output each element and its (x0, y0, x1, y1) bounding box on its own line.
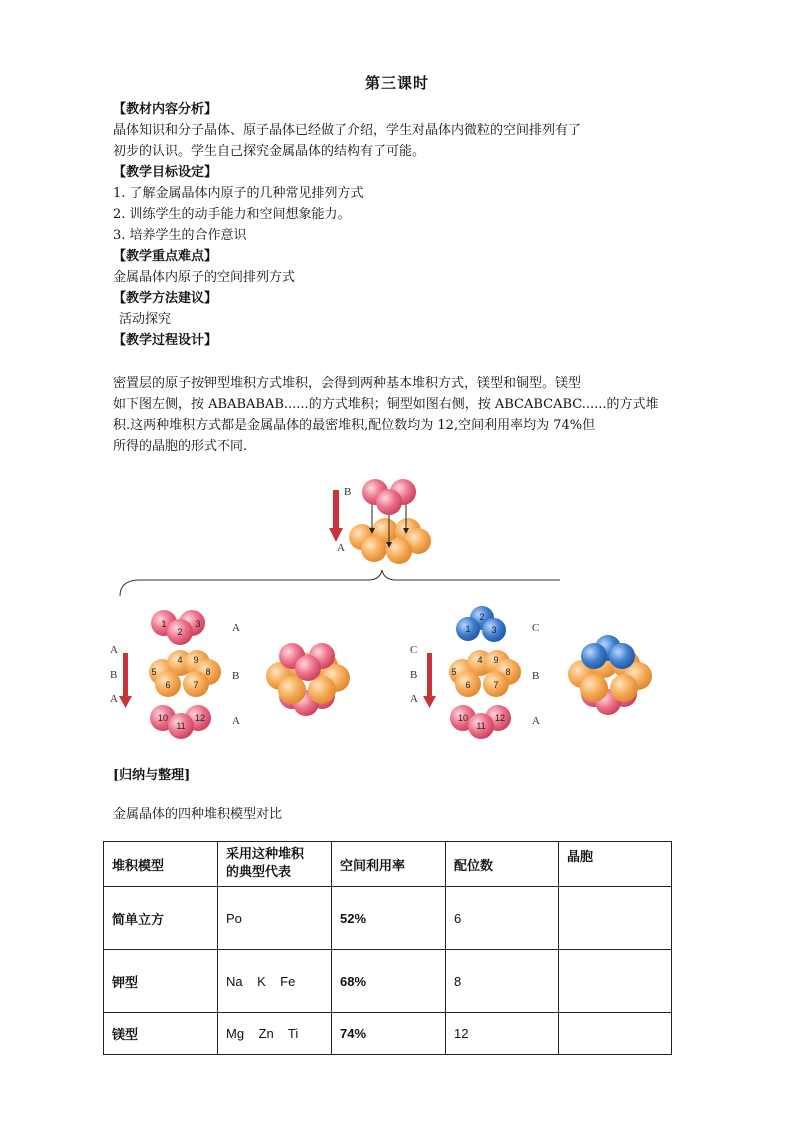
atom-number: 4 (177, 655, 183, 665)
table-row (104, 1013, 672, 1055)
right-stack-label-1: C (410, 644, 418, 656)
table-header-cell: 配位数 (446, 842, 559, 887)
table-cell-example: Na K Fe (218, 950, 332, 1013)
header-line: 采用这种堆积 (226, 847, 305, 862)
atom-number: 11 (476, 721, 486, 731)
right-layer-label-mid: B (532, 670, 540, 682)
table-row (104, 887, 672, 950)
atom-number: 12 (194, 713, 206, 723)
goal-3: 3. 培养学生的合作意识 (113, 228, 247, 243)
left-layer-label-top: A (232, 622, 240, 634)
page-title: 第三课时 (364, 74, 429, 92)
goal-1: 1. 了解金属晶体内原子的几种常见排列方式 (113, 186, 364, 201)
left-layer-label-bottom: A (232, 715, 240, 727)
summary-text: 金属晶体的四种堆积模型对比 (113, 807, 283, 822)
table-header-cell: 堆积模型 (104, 842, 218, 887)
right-stack-label-3: A (410, 693, 418, 705)
atom-number: 10 (157, 713, 169, 723)
method-text: 活动探究 (119, 312, 172, 327)
left-stack-label-3: A (110, 693, 118, 705)
section-heading-content-analysis: 【教材内容分析】 (113, 102, 218, 117)
top-pink-layer (362, 479, 416, 515)
right-layer-label-bottom: A (532, 715, 540, 727)
table-header-cell (218, 842, 332, 887)
hcp-assembled-cell (266, 643, 350, 716)
top-orange-layer (349, 518, 431, 564)
table-cell-example: Mg Zn Ti (218, 1013, 332, 1055)
section-heading-process: 【教学过程设计】 (113, 333, 218, 348)
comparison-table (103, 841, 672, 1055)
grouping-brace (120, 570, 560, 596)
section-heading-key-points: 【教学重点难点】 (113, 249, 218, 264)
table-header-cell: 晶胞 (559, 842, 672, 887)
goal-2: 2. 训练学生的动手能力和空间想象能力。 (113, 207, 351, 222)
table-cell-example: Po (218, 887, 332, 950)
table-cell-cell (559, 1013, 672, 1055)
left-stack-label-2: B (110, 669, 118, 681)
right-layer-label-top: C (532, 622, 540, 634)
atom-number: 1 (161, 619, 167, 629)
paragraph-line-3: 积.这两种堆积方式都是金属晶体的最密堆积,配位数均为 12,空间利用率均为 74%但 (113, 418, 596, 433)
table-cell-coordination: 6 (446, 887, 559, 950)
header-line: 的典型代表 (226, 865, 292, 880)
table-header-row (104, 842, 672, 887)
atom-number: 12 (494, 713, 506, 723)
section-heading-goals: 【教学目标设定】 (113, 165, 218, 180)
summary-heading: [归纳与整理] (113, 768, 191, 783)
top-label-b: B (344, 486, 352, 498)
atom-number: 9 (193, 655, 199, 665)
atom-number: 11 (176, 721, 186, 731)
table-header-cell: 空间利用率 (332, 842, 446, 887)
table-cell-cell (559, 887, 672, 950)
atom-number: 6 (165, 680, 171, 690)
paragraph-line-4: 所得的晶胞的形式不同. (113, 439, 248, 454)
table-row (104, 950, 672, 1013)
content-analysis-line-2: 初步的认识。学生自己探究金属晶体的结构有了可能。 (113, 144, 426, 159)
atom-number: 3 (491, 625, 497, 635)
table-cell-utilization: 68% (332, 950, 446, 1013)
paragraph-line-1: 密置层的原子按钾型堆积方式堆积，会得到两种基本堆积方式，镁型和铜型。镁型 (113, 376, 582, 391)
atom-number: 5 (451, 667, 457, 677)
atom-number: 7 (493, 680, 499, 690)
stacking-figure (100, 478, 560, 748)
top-down-arrow (329, 490, 343, 542)
atom-number: 5 (151, 667, 157, 677)
section-heading-method: 【教学方法建议】 (113, 291, 218, 306)
atom-number: 3 (195, 619, 201, 629)
table-cell-model: 钾型 (104, 950, 218, 1013)
table-cell-model: 简单立方 (104, 887, 218, 950)
table-cell-cell (559, 950, 672, 1013)
table-cell-utilization: 52% (332, 887, 446, 950)
table-cell-model: 镁型 (104, 1013, 218, 1055)
right-stack-label-2: B (410, 669, 418, 681)
left-stack-arrow (119, 653, 132, 708)
left-layer-label-mid: B (232, 670, 240, 682)
left-stack-label-1: A (110, 644, 118, 656)
atom-number: 2 (177, 627, 183, 637)
right-stack-arrow (423, 653, 436, 708)
atom-number: 10 (457, 713, 469, 723)
atom-number: 8 (205, 667, 211, 677)
content-analysis-line-1: 晶体知识和分子晶体、原子晶体已经做了介绍，学生对晶体内微粒的空间排列有了 (113, 123, 582, 138)
atom-number: 9 (493, 655, 499, 665)
table-cell-coordination: 12 (446, 1013, 559, 1055)
atom-number: 7 (193, 680, 199, 690)
atom-number: 1 (465, 624, 471, 634)
table-cell-coordination: 8 (446, 950, 559, 1013)
atom-number: 4 (477, 655, 483, 665)
atom-number: 6 (465, 680, 471, 690)
atom-number: 8 (505, 667, 511, 677)
ccp-assembled-cell (562, 628, 662, 728)
key-points-text: 金属晶体内原子的空间排列方式 (113, 270, 296, 285)
table-cell-utilization: 74% (332, 1013, 446, 1055)
paragraph-line-2: 如下图左侧，按 ABABABAB......的方式堆积；铜型如图右侧，按 ABCABCABC......的方式堆 (113, 397, 659, 412)
atom-number: 2 (479, 612, 485, 622)
top-label-a: A (337, 542, 345, 554)
